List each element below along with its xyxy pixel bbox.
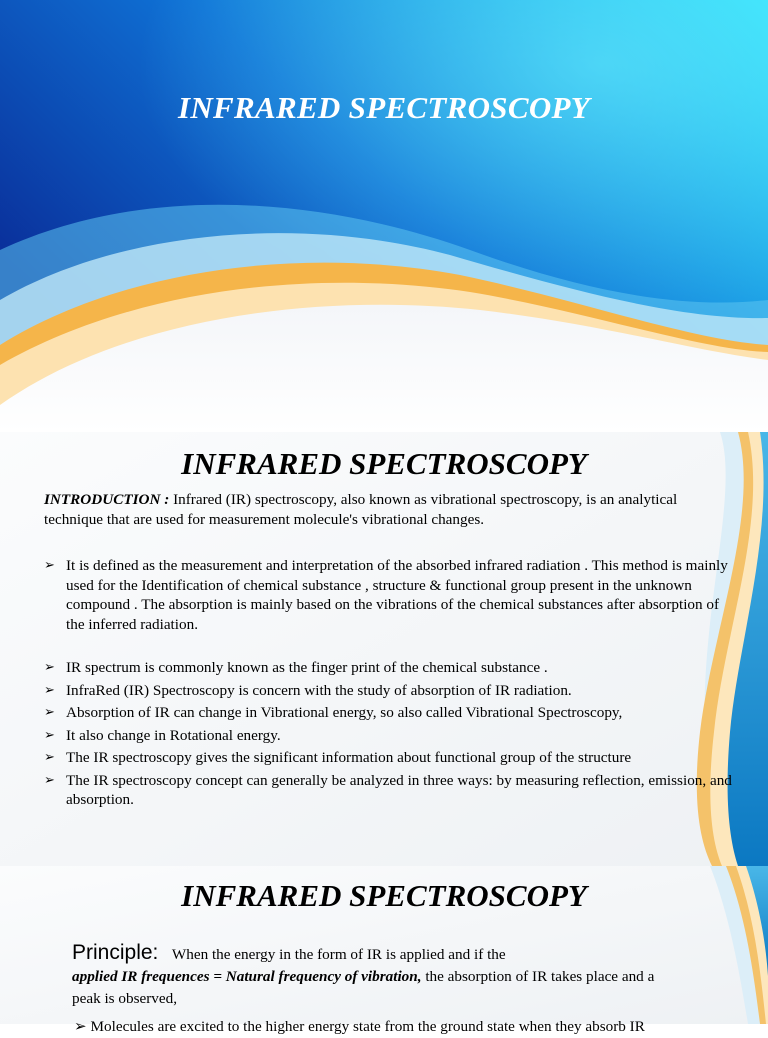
- arrow-bullet-icon: ➢: [44, 558, 55, 573]
- arrow-bullet-icon: ➢: [44, 682, 55, 698]
- title-slide-heading: INFRARED SPECTROSCOPY: [178, 90, 590, 125]
- list-item: ➢ InfraRed (IR) Spectroscopy is concern with the study of absorption of IR radiation.: [44, 681, 572, 699]
- list-item: ➢ IR spectrum is commonly known as the finger print of the chemical substance .: [44, 659, 548, 676]
- list-item: ➢ It also change in Rotational energy.: [44, 726, 281, 744]
- arrow-bullet-icon: ➢: [44, 727, 55, 743]
- list-item: ➢ Absorption of IR can change in Vibrational energy, so also called Vibrational Spectroscopy,: [44, 704, 623, 721]
- title-slide-background: [0, 0, 768, 432]
- list-item: ➢ The IR spectroscopy concept can generally be analyzed in three ways: by measuring reflection, emission, and absorption.: [44, 771, 732, 808]
- arrow-bullet-icon: ➢: [44, 660, 55, 675]
- principle-paragraph: Principle: When the energy in the form of IR is applied and if the applied IR frequences = Natural frequency of vibration, the absorption of IR takes place and a peak is observed, ➢ Molecules are excited to the higher energy state from the ground state when they absorb IR: [72, 942, 722, 1010]
- principle-label: Principle:: [72, 941, 159, 964]
- principle-slide: [0, 866, 768, 1035]
- principle-slide-title: INFRARED SPECTROSCOPY: [181, 878, 587, 913]
- principle-emphasis: applied IR frequences = Natural frequency of vibration,: [72, 968, 422, 985]
- introduction-text: Infrared (IR) spectroscopy, also known as vibrational spectroscopy, is an analytical technique that are used for measurement molecule's vibrational changes.: [44, 491, 678, 528]
- partially-visible-bullet: ➢ Molecules are excited to the higher energy state from the ground state when they absorb IR: [74, 1018, 645, 1035]
- arrow-bullet-icon: ➢: [44, 705, 55, 720]
- introduction-slide-title: INFRARED SPECTROSCOPY: [181, 446, 587, 481]
- introduction-slide: [0, 432, 768, 866]
- arrow-bullet-icon: ➢: [44, 772, 55, 788]
- list-item: ➢ The IR spectroscopy gives the significant information about functional group of the structure: [44, 749, 632, 766]
- list-item: ➢ It is defined as the measurement and interpretation of the absorbed infrared radiation . This method is mainly used for the Identification of chemical substance , structure & functional group present in the unknown compound . The absorption is mainly based on the vibrations of the chemical substances after absorption of the inferred radiation.: [44, 557, 728, 633]
- title-slide: [0, 0, 768, 432]
- introduction-paragraph: [44, 490, 734, 529]
- introduction-label: INTRODUCTION :: [44, 491, 170, 508]
- arrow-bullet-icon: ➢: [44, 750, 55, 765]
- facts-bullet-list: [44, 658, 734, 813]
- definition-bullet-list: [44, 556, 734, 634]
